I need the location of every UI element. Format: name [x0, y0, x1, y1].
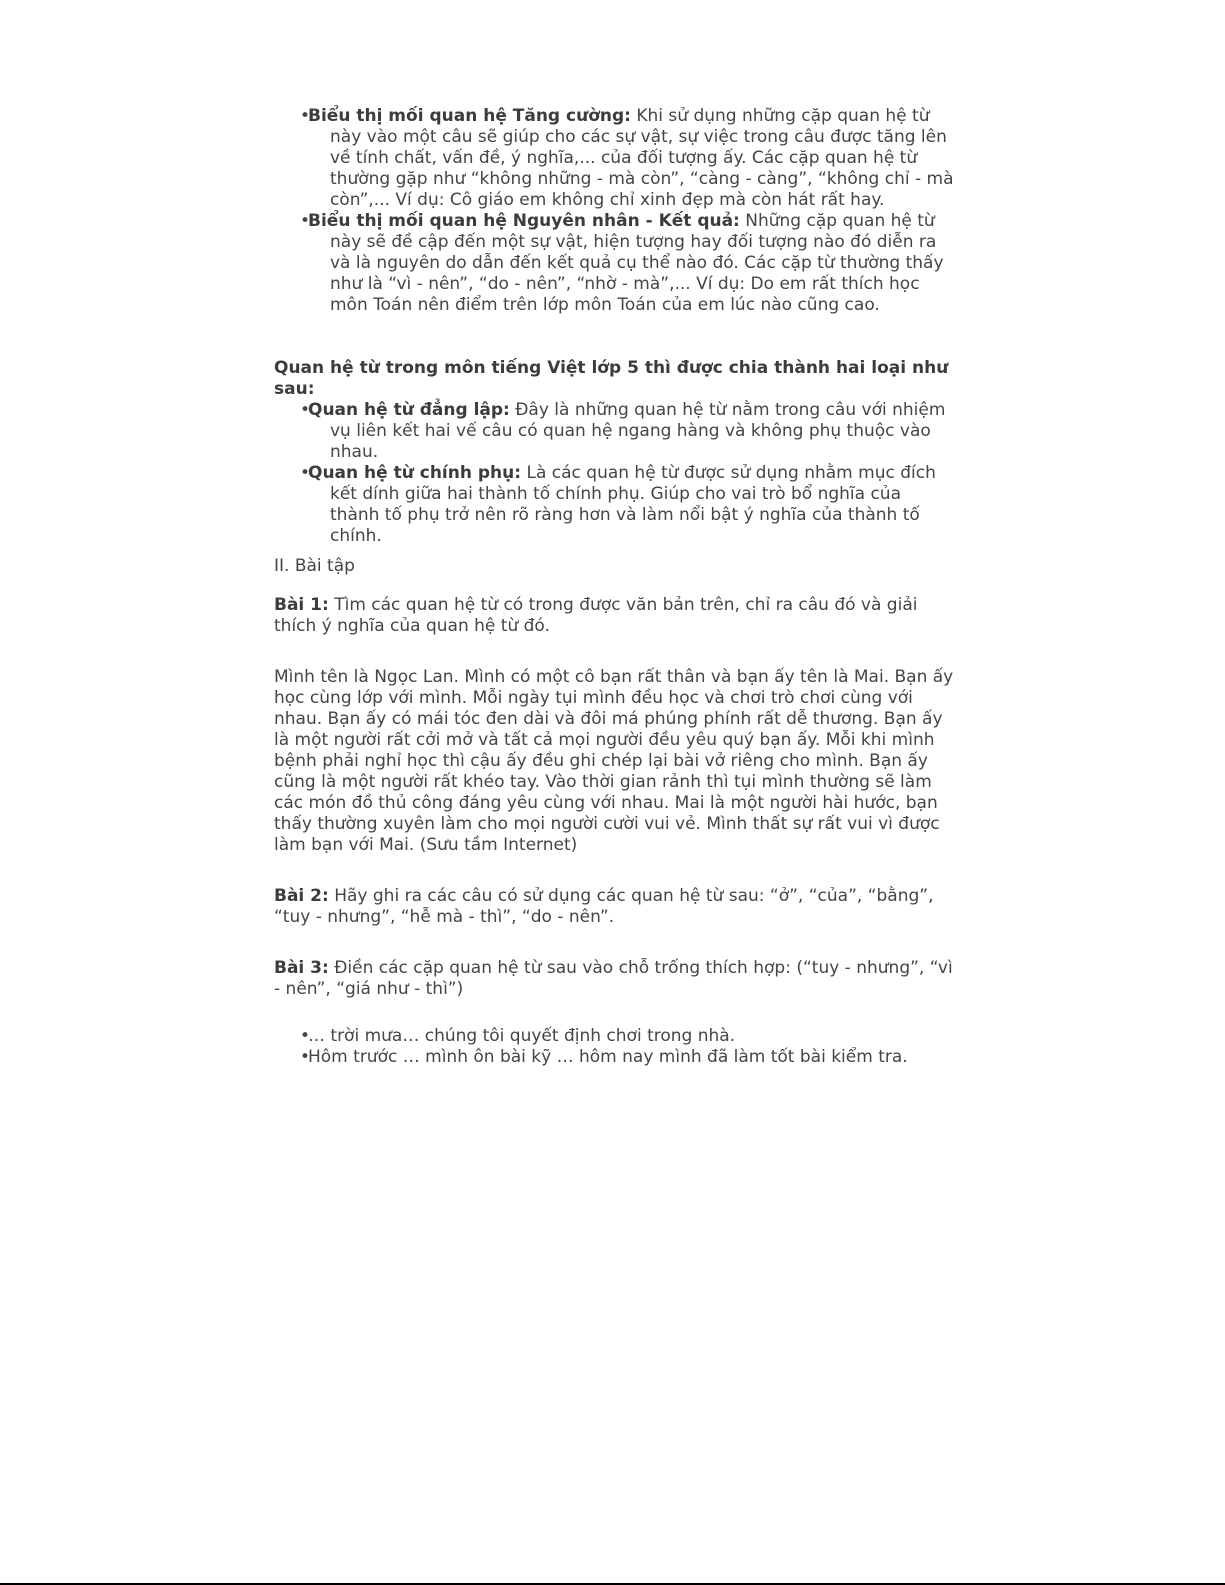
- exercise-3-item: … trời mưa… chúng tôi quyết định chơi trong nhà.: [308, 1026, 736, 1046]
- bullet: •: [300, 106, 311, 126]
- relation-term: Biểu thị mối quan hệ Nguyên nhân - Kết quả:: [308, 211, 740, 231]
- exercise-1-label: Bài 1:: [274, 595, 329, 615]
- type-term: Quan hệ từ chính phụ:: [308, 463, 522, 483]
- bullet: •: [300, 400, 311, 420]
- bullet: •: [300, 463, 311, 483]
- relation-text: Những cặp quan hệ từ này sẽ đề cập đến một sự vật, hiện tượng hay đối tượng nào đó diễn ra và là nguyên do dẫn đến kết quả cụ thể nào đó. Các cặp từ thường thấy như là “vì - nên”, “do - nên”, “nhờ - mà”,... Ví dụ: Do em rất thích học môn Toán nên điểm trên lớp môn Toán của em lúc nào cũng cao.: [330, 211, 944, 315]
- bullet: •: [300, 211, 311, 231]
- exercise-2-text: Hãy ghi ra các câu có sử dụng các quan hệ từ sau: “ở”, “của”, “bằng”, “tuy - nhưng”, “hễ mà - thì”, “do - nên”.: [274, 886, 934, 927]
- bullet: •: [300, 1026, 311, 1046]
- list-item: [300, 211, 954, 316]
- exercise-3: [274, 958, 954, 1000]
- relation-text: Khi sử dụng những cặp quan hệ từ này vào một câu sẽ giúp cho các sự vật, sự việc trong câu được tăng lên về tính chất, vấn đề, ý nghĩa,... của đối tượng ấy. Các cặp quan hệ từ thường gặp như “không những - mà còn”, “càng - càng”, “không chỉ - mà còn”,... Ví dụ: Cô giáo em không chỉ xinh đẹp mà còn hát rất hay.: [330, 106, 954, 210]
- type-term: Quan hệ từ đẳng lập:: [308, 400, 510, 420]
- list-item: [300, 1047, 954, 1068]
- list-item: [300, 400, 954, 463]
- types-heading: Quan hệ từ trong môn tiếng Việt lớp 5 thì được chia thành hai loại như sau:: [274, 358, 949, 399]
- type-text: Đây là những quan hệ từ nằm trong câu với nhiệm vụ liên kết hai vế câu có quan hệ ngang hàng và không phụ thuộc vào nhau.: [330, 400, 946, 462]
- exercise-2: [274, 886, 954, 928]
- relation-list: [274, 106, 954, 316]
- section-title: II. Bài tập: [274, 556, 355, 576]
- passage: [274, 667, 954, 856]
- types-list: [274, 400, 954, 547]
- passage-text: Mình tên là Ngọc Lan. Mình có một cô bạn rất thân và bạn ấy tên là Mai. Bạn ấy học cùng lớp với mình. Mỗi ngày tụi mình đều học và chơi trò chơi cùng với nhau. Bạn ấy có mái tóc đen dài và đôi má phúng phính rất dễ thương. Bạn ấy là một người rất cởi mở và tất cả mọi người đều yêu quý bạn ấy. Mỗi khi mình bệnh phải nghỉ học thì cậu ấy đều ghi chép lại bài vở riêng cho mình. Bạn ấy cũng là một người rất khéo tay. Vào thời gian rảnh thì tụi mình thường sẽ làm các món đồ thủ công đáng yêu cùng với nhau. Mai là một người hài hước, bạn thấy thường xuyên làm cho mọi người cười vui vẻ. Mình thất sự rất vui vì được làm bạn với Mai.: [274, 667, 954, 855]
- bullet: •: [300, 1047, 311, 1067]
- exercise-3-label: Bài 3:: [274, 958, 329, 978]
- exercise-3-items: [274, 1026, 954, 1068]
- exercise-1: [274, 595, 954, 637]
- list-item: [300, 106, 954, 211]
- exercise-1-text: Tìm các quan hệ từ có trong được văn bản trên, chỉ ra câu đó và giải thích ý nghĩa của quan hệ từ đó.: [274, 595, 918, 636]
- list-item: [300, 463, 954, 547]
- exercise-3-item: Hôm trước … mình ôn bài kỹ … hôm nay mình đã làm tốt bài kiểm tra.: [308, 1047, 908, 1067]
- exercise-3-text: Điền các cặp quan hệ từ sau vào chỗ trống thích hợp: (“tuy - nhưng”, “vì - nên”, “giá như - thì”): [274, 958, 953, 999]
- document-page: [274, 106, 954, 1068]
- list-item: [300, 1026, 954, 1047]
- type-text: Là các quan hệ từ được sử dụng nhằm mục đích kết dính giữa hai thành tố chính phụ. Giúp cho vai trò bổ nghĩa của thành tố phụ trở nên rõ ràng hơn và làm nổi bật ý nghĩa của thành tố chính.: [330, 463, 936, 546]
- exercise-2-label: Bài 2:: [274, 886, 329, 906]
- relation-term: Biểu thị mối quan hệ Tăng cường:: [308, 106, 631, 126]
- passage-source: (Sưu tầm Internet): [414, 835, 578, 855]
